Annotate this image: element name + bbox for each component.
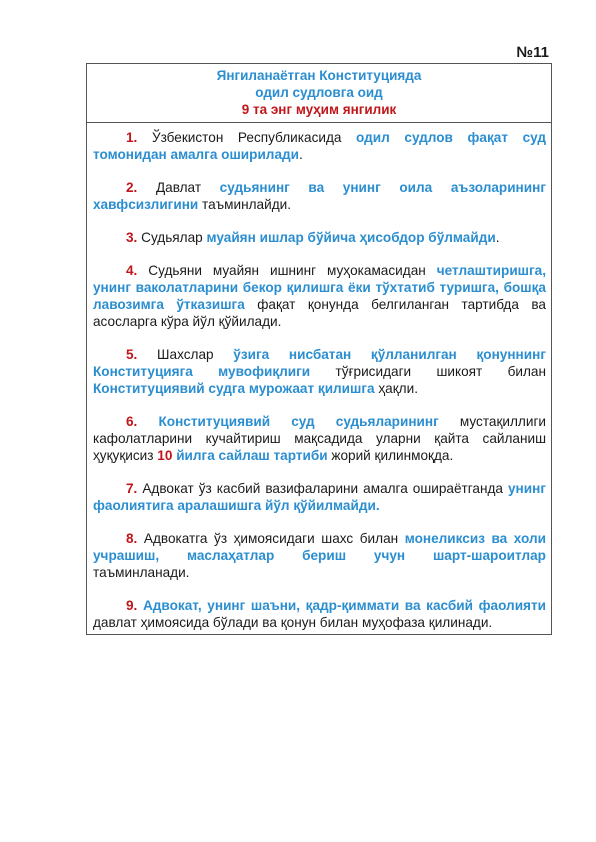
item-text: тўғрисидаги шикоят билан — [310, 364, 546, 379]
highlighted-text: муайян ишлар бўйича ҳисобдор бўлмайди — [206, 230, 496, 245]
item-number: 5. — [126, 347, 138, 362]
highlighted-text: Конституциявий суд судьяларининг — [158, 414, 439, 429]
item-number: 8. — [126, 531, 138, 546]
list-item — [93, 597, 546, 631]
highlighted-text: одил судлов фақат суд томонидан амалга оширилади — [93, 130, 546, 162]
item-text: Шахслар — [137, 347, 234, 362]
item-text: Давлат — [137, 180, 220, 195]
item-number: 9. — [126, 598, 138, 613]
header-line-2: одил судловга оид — [255, 85, 383, 100]
item-number: 2. — [126, 180, 138, 195]
item-text: давлат ҳимоясида бўлади ва қонун билан муҳофаза қилинади. — [93, 615, 493, 630]
item-number: 4. — [126, 263, 138, 278]
highlighted-text: Конституциявий судга мурожаат қилишга — [93, 381, 375, 396]
header-line-3: 9 та энг муҳим янгилик — [241, 102, 397, 117]
page-number: №11 — [516, 44, 549, 61]
item-text: . — [495, 230, 500, 245]
item-text: Ўзбекистон Республикасида — [137, 130, 357, 145]
item-text: Судьялар — [137, 230, 207, 245]
table-header — [87, 64, 551, 123]
list-item — [93, 179, 546, 213]
item-text: мустақиллиги кафолатларини кучайтириш мақсадида уларни қайта сайланиш ҳуқуқисиз — [93, 414, 547, 463]
list-item — [93, 129, 546, 163]
highlighted-text: четлаштиришга, унинг ваколатларини бекор қилишга ёки тўхтатиб туришга, бошқа лавозимга ўтказишга — [93, 263, 546, 312]
item-text — [137, 414, 158, 429]
item-number: 6. — [126, 414, 138, 429]
header-line-1: Янгиланаётган Конституцияда — [216, 68, 422, 83]
list-item — [93, 413, 546, 464]
list-item — [93, 530, 546, 581]
document-table — [86, 63, 552, 635]
list-item — [93, 480, 546, 514]
list-item — [93, 229, 546, 246]
item-text: . — [299, 147, 303, 162]
highlighted-text: ўзига нисбатан қўлланилган қонуннинг Конституцияга мувофиқлиги — [93, 347, 546, 379]
item-text: ҳақли. — [374, 381, 418, 396]
table-body — [87, 123, 551, 634]
item-text: фақат қонунда белгиланган тартибда ва асосларга кўра йўл қўйилади. — [93, 297, 546, 329]
highlighted-text: йилга сайлаш тартиби — [176, 448, 328, 463]
emphasis-number: 10 — [157, 448, 173, 463]
highlighted-text: монеликсиз ва холи учрашиш, маслаҳатлар бериш учун шарт-шароитлар — [93, 531, 546, 563]
item-number: 3. — [126, 230, 138, 245]
list-item — [93, 262, 546, 330]
highlighted-text: судьянинг ва унинг оила аъзоларининг хавфсизлигини — [93, 180, 546, 212]
list-item — [93, 346, 546, 397]
item-text: жорий қилинмоқда. — [327, 448, 454, 463]
item-text: Адвокат ўз касбий вазифаларини амалга ошираётганда — [137, 481, 508, 496]
item-text: Адвокатга ўз ҳимоясидаги шахс билан — [137, 531, 405, 546]
item-text: таъминланади. — [93, 565, 190, 580]
highlighted-text: Адвокат, унинг шаъни, қадр-қиммати ва касбий фаолияти — [142, 598, 546, 613]
highlighted-text: унинг фаолиятига аралашишга йўл қўйилмайди. — [93, 481, 546, 513]
item-text: таъминлайди. — [198, 197, 292, 212]
item-text: Судьяни муайян ишнинг муҳокамасидан — [137, 263, 437, 278]
item-number: 7. — [126, 481, 138, 496]
item-number: 1. — [126, 130, 138, 145]
